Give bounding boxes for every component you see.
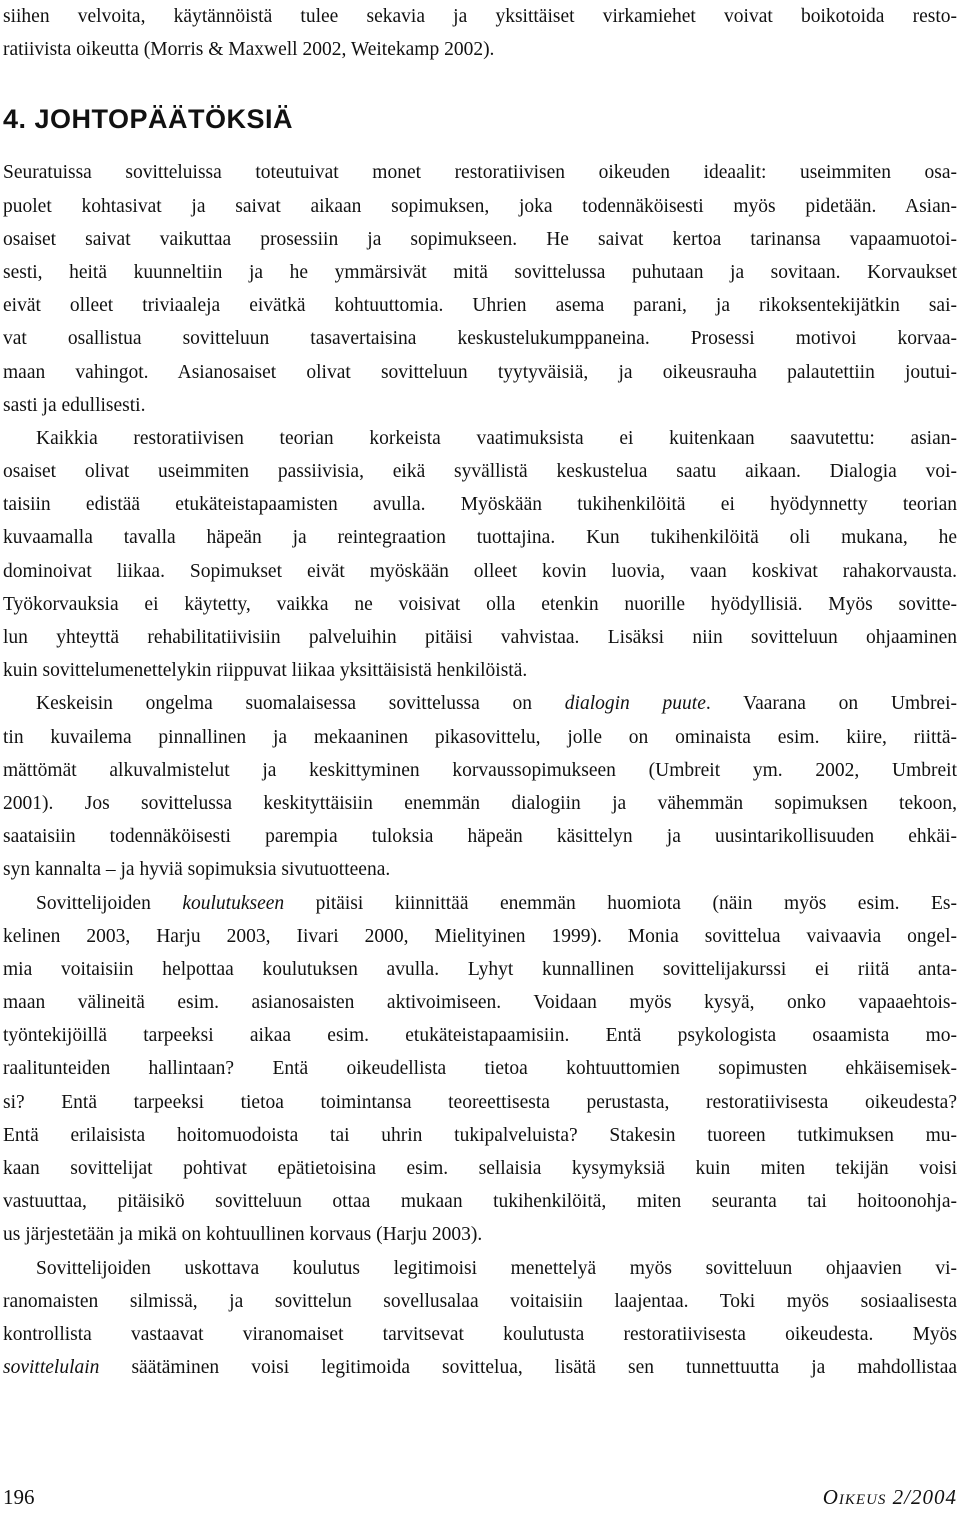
text-line: [3, 687, 957, 720]
page-footer: [3, 1482, 957, 1512]
text-line: dominoivat liikaa. Sopimukset eivät myöskään olleet kovin luovia, vaan koskivat rahakorvausta.: [3, 560, 957, 582]
text-line: us järjestetään ja mikä on kohtuullinen korvaus (Harju 2003).: [3, 1224, 483, 1246]
text-run: Sovittelijoiden: [36, 892, 183, 914]
text-line: lun yhteyttä rehabilitatiivisiin palveluihin pitäisi vahvistaa. Lisäksi niin sovitteluun ohjaaminen: [3, 627, 957, 648]
text-line: Seuratuissa sovitteluissa toteutuivat monet restoratiivisen oikeuden ideaalit: useimmiten osa-: [3, 162, 957, 184]
text-line: osaiset olivat useimmiten passiivisia, eikä syvällistä keskustelua saatu aikaan. Dialogia voi-: [3, 461, 957, 483]
text-line: osaiset saivat vaikuttaa prosessiin ja sopimukseen. He saivat kertoa tarinansa vapaamuotoi-: [3, 228, 957, 250]
text-line: raalitunteiden hallintaan? Entä oikeudellista tietoa kohtuuttomien sopimusten ehkäisemisek-: [3, 1058, 957, 1080]
text-line: sasti ja edullisesti.: [3, 394, 146, 416]
text-line: puolet kohtasivat ja saivat aikaan sopimuksen, joka todennäköisesti myös pidetään. Asian-: [3, 195, 957, 217]
text-line: si? Entä tarpeeksi tietoa toimintansa teoreettisesta perustasta, restoratiivisesta oikeudesta?: [3, 1091, 957, 1113]
paragraph-4: [3, 887, 957, 1252]
text-line: Kaikkia restoratiivisen teorian korkeista vaatimuksista ei kuitenkaan saavutettu: asian-: [36, 427, 957, 449]
text-run: Keskeisin ongelma suomalaisessa sovittelussa on: [36, 693, 565, 715]
text-line: kontrollista vastaavat viranomaiset tarvitsevat koulutusta restoratiivisesta oikeudesta. Myös: [3, 1323, 957, 1345]
text-line: vastuuttaa, pitäisikö sovitteluun ottaa mukaan tukihenkilöitä, miten seuranta tai hoitoonohja-: [3, 1191, 957, 1213]
text-line: mia voitaisiin helpottaa koulutuksen avulla. Lyhyt kunnallinen sovittelijakurssi ei riitä anta-: [3, 958, 957, 980]
text-line: tin kuvailema pinnallinen ja mekaaninen pikasovittelu, jolle on ominaista esim. kiire, riittä-: [3, 726, 957, 748]
text-line: työntekijöillä tarpeeksi aikaa esim. etukäteistapaamisiin. Entä psykologista osaamista mo-: [3, 1025, 957, 1047]
text-line: Sovittelijoiden uskottava koulutus legitimoisi menettelyä myös sovitteluun ohjaavien vi-: [36, 1257, 957, 1279]
text-run: pitäisi kiinnittää enemmän huomiota (näin myös esim. Es-: [284, 892, 957, 914]
paragraph-3: [3, 687, 957, 886]
text-line: ratiivista oikeutta (Morris & Maxwell 2002, Weitekamp 2002).: [3, 39, 495, 61]
text-line: maan vahingot. Asianosaiset olivat sovitteluun tyytyväisiä, ja oikeusrauha palautettiin joutui-: [3, 361, 957, 383]
text-run: . Vaarana on Umbrei-: [705, 693, 957, 715]
section-heading: 4. JOHTOPÄÄTÖKSIÄ: [3, 104, 294, 135]
emphasized-term: koulutukseen: [182, 892, 285, 914]
text-line: Työkorvauksia ei käytetty, vaikka ne voisivat olla etenkin nuorille hyödyllisiä. Myös sovitte-: [3, 593, 957, 615]
text-line: Entä erilaisista hoitomuodoista tai uhrin tukipalveluista? Stakesin tuoreen tutkimuksen mu-: [3, 1124, 957, 1146]
paragraph-5: [3, 1252, 957, 1385]
text-line: syn kannalta – ja hyviä sopimuksia sivutuotteena.: [3, 859, 391, 881]
paragraph-1: [3, 156, 957, 422]
text-line: kelinen 2003, Harju 2003, Iivari 2000, Mielityinen 1999). Monia sovittelua vaivaavia ongel-: [3, 925, 957, 947]
page-number: 196: [3, 1485, 35, 1509]
text-line: kuvaamalla tavalla häpeän ja reintegraation tuottajina. Kun tukihenkilöitä oli mukana, he: [3, 527, 957, 549]
text-line: mättömät alkuvalmistelut ja keskittyminen korvaussopimukseen (Umbreit ym. 2002, Umbreit: [3, 759, 957, 781]
emphasized-term: sovittelulain: [3, 1357, 100, 1379]
text-line: siihen velvoita, käytännöistä tulee sekavia ja yksittäiset virkamiehet voivat boikotoida resto-: [3, 6, 957, 27]
text-line: taisiin edistää etukäteistapaamisten avulla. Myöskään tukihenkilöitä ei hyödynnetty teorian: [3, 494, 957, 516]
text-line: [3, 1351, 957, 1384]
text-line: [3, 887, 957, 920]
intro-paragraph: [3, 0, 957, 66]
text-line: vat osallistua sovitteluun tasavertaisina keskustelukumppaneina. Prosessi motivoi korvaa-: [3, 328, 957, 350]
paragraph-2: [3, 422, 957, 688]
text-line: ranomaisten silmissä, ja sovittelun sovellusalaa voitaisiin laajentaa. Toki myös sosiaalisesta: [3, 1290, 957, 1312]
text-run: säätäminen voisi legitimoida sovittelua, lisätä sen tunnettuutta ja mahdollistaa: [99, 1357, 957, 1379]
document-page: [3, 0, 957, 1384]
text-line: kaan sovittelijat pohtivat epätietoisina esim. sellaisia kysymyksiä kuin miten tekijän voisi: [3, 1158, 957, 1179]
body-text: [3, 0, 957, 1384]
journal-issue: Oikeus 2/2004: [822, 1485, 957, 1509]
text-line: 2001). Jos sovittelussa keskityttäisiin enemmän dialogiin ja vähemmän sopimuksen tekoon,: [3, 792, 957, 814]
emphasized-term: dialogin puute: [564, 693, 706, 715]
text-line: saataisiin todennäköisesti parempia tuloksia häpeän käsittelyn ja uusintarikollisuuden ehkäi-: [3, 826, 957, 848]
text-line: kuin sovittelumenettelykin riippuvat liikaa yksittäisistä henkilöistä.: [3, 660, 528, 682]
text-line: eivät olleet triviaaleja eivätkä kohtuuttomia. Uhrien asema parani, ja rikoksentekijätkin sai-: [3, 295, 957, 317]
text-line: maan välineitä esim. asianosaisten aktivoimiseen. Voidaan myös kysyä, onko vapaaehtois-: [3, 992, 957, 1014]
text-line: sesti, heitä kuunneltiin ja he ymmärsivät mitä sovittelussa puhutaan ja sovitaan. Korvaukset: [3, 261, 957, 283]
